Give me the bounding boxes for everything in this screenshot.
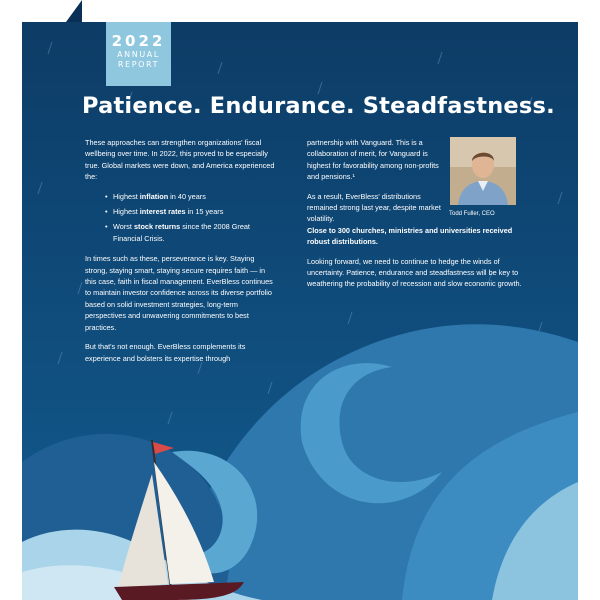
bullet-text-pre: Highest: [113, 207, 140, 217]
bullet-text-post: in 15 years: [185, 207, 224, 217]
bullet-text-bold: inflation: [139, 191, 169, 201]
page-title: Patience. Endurance. Steadfastness.: [82, 93, 555, 119]
corner-fold: [66, 0, 82, 22]
badge-line-report: REPORT: [117, 60, 160, 69]
list-item: [85, 206, 275, 217]
bullet-text-pre: Worst: [113, 222, 134, 232]
right-paragraph-3: Looking forward, we need to continue to hedge the winds of uncertainty. Patience, endurance and steadfastness will be key to weathering the probability of recession and slow economic growth.: [307, 256, 522, 289]
ceo-photo: [450, 137, 516, 205]
right-paragraph-2-text: As a result, EverBless' distributions remained strong last year, despite market volatility.: [307, 191, 441, 224]
right-paragraph-2-bold: Close to 300 churches, ministries and universities received robust distributions.: [307, 225, 513, 247]
left-column: [85, 137, 275, 364]
badge-year: 2022: [111, 32, 166, 50]
list-item: [85, 191, 275, 202]
left-paragraph-2: In times such as these, perseverance is key. Staying strong, staying smart, staying secure requires faith — in this case, faith in fiscal management. EverBless continues to maintain investor confidence across its diverse portfolio based on solid investment strategies, long-term perspectives and unwavering commitments to best practices.: [85, 254, 273, 332]
bullet-text-post: since the 2008 Great Financial Crisis.: [113, 222, 250, 243]
badge-line-annual: ANNUAL: [117, 50, 160, 59]
bullet-text-bold: stock returns: [133, 222, 181, 232]
annual-report-badge: [106, 22, 171, 86]
right-paragraph-1-text: partnership with Vanguard. This is a collaboration of merit, for Vanguard is highest for favorability among non-profits and pensions.¹: [307, 138, 439, 182]
left-paragraph-3: But that's not enough. EverBless complements its experience and bolsters its expertise through: [85, 342, 246, 363]
bullet-text-bold: interest rates: [139, 207, 186, 217]
stats-list: [85, 191, 275, 245]
bullet-text-post: in 40 years: [168, 191, 206, 201]
bullet-text-pre: Highest: [113, 191, 140, 201]
ceo-caption: Todd Fuller, CEO: [449, 211, 495, 217]
left-paragraph-1: These approaches can strengthen organizations' fiscal wellbeing over time. In 2022, this proved to be especially true. Global markets were down, and America experienced the:: [85, 138, 275, 182]
ceo-portrait-image: [450, 137, 516, 205]
list-item: [85, 221, 275, 244]
